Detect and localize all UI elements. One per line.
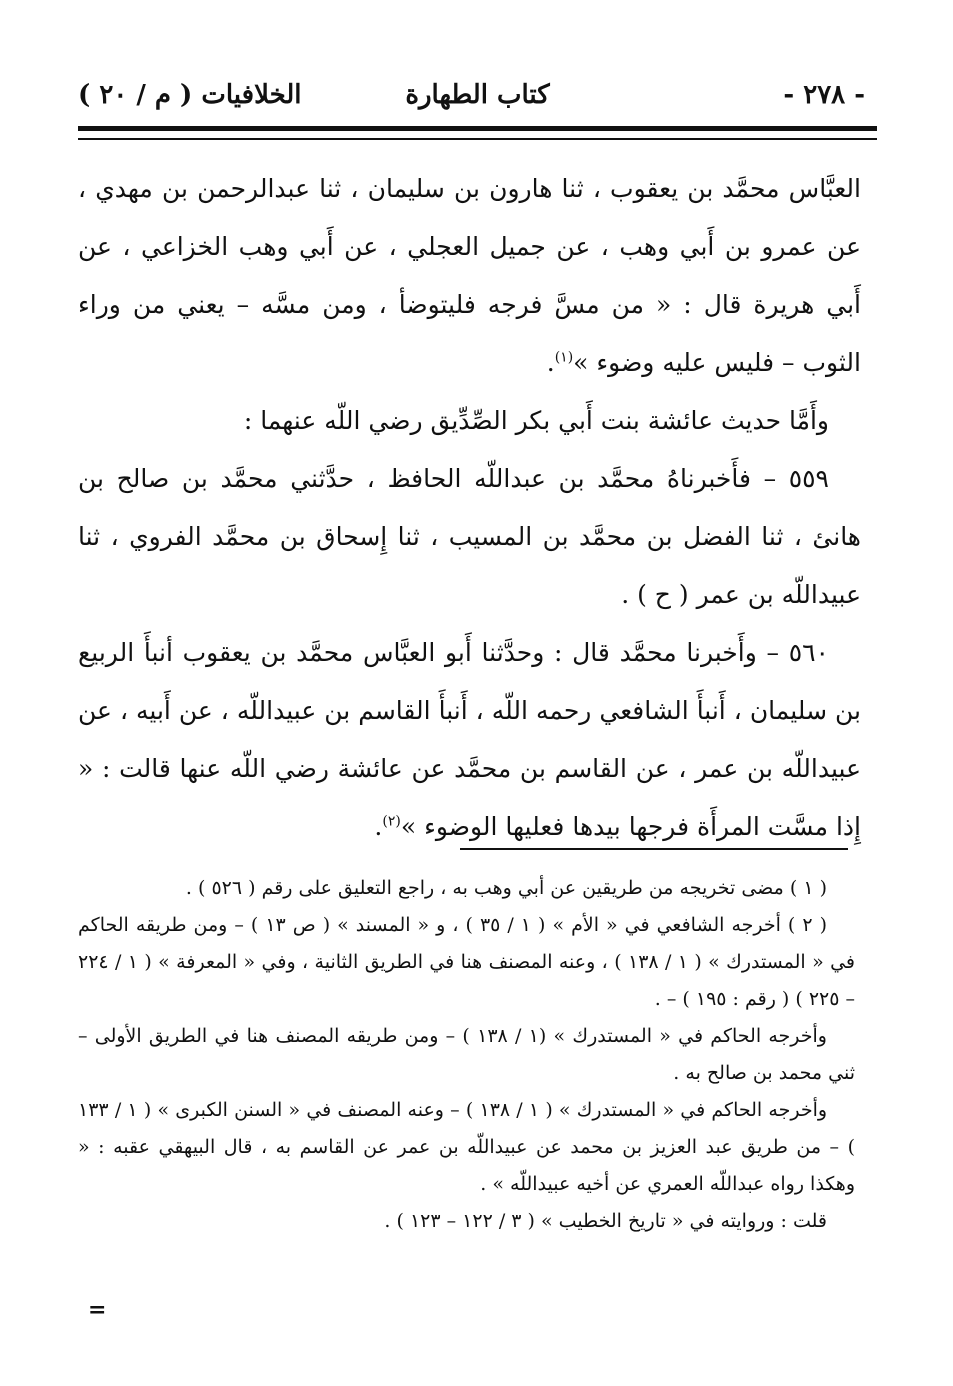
footnote-ref: (٢) bbox=[382, 813, 401, 830]
hadith-559: ٥٥٩ – فأَخبرناهُ محمَّد بن عبداللّه الحافظ ، حدَّثني محمَّد بن صالح بن هانئ ، ثنا الفضل بن محمَّد بن المسيب ، ثنا إِسحاق بن محمَّد الفروي ، ثنا عبيداللّه بن عمر ( ح ) . bbox=[78, 464, 861, 609]
footnote-1: ( ١ ) مضى تخريجه من طريقين عن أبي وهب به ، راجع التعليق على رقم ( ٥٢٦ ) . bbox=[185, 877, 827, 899]
book-title: كتاب الطهارة bbox=[405, 80, 550, 110]
paragraph: العبَّاس محمَّد بن يعقوب ، ثنا هارون بن سليمان ، ثنا عبدالرحمن بن مهدي ، عن عمرو بن أَبي وهب ، عن جميل العجلي ، عن أَبي وهب الخزاعي ، عن أَبي هريرة قال : « من مسَّ فرجه فليتوضأ ، ومن مسَّه – يعني من وراء الثوب – فليس عليه وضوء »$^{(١)}$. bbox=[78, 174, 861, 377]
paragraph: وأَمَّا حديث عائشة بنت أَبي بكر الصِّدِّيق رضي اللّه عنهما : bbox=[243, 406, 829, 435]
footnote-2-cont: قلت : وروايته في « تاريخ الخطيب » ( ٣ / ١٢٢ – ١٢٣ ) . bbox=[384, 1210, 827, 1232]
footnotes bbox=[78, 870, 855, 1240]
footnote-ref: (١) bbox=[554, 349, 574, 366]
continuation-mark: = bbox=[88, 1297, 107, 1323]
header-rule-thin bbox=[78, 138, 877, 140]
footnote-2-cont: وأخرجه الحاكم في « المستدرك » (١ / ١٣٨ ) – ومن طريقه المصنف هنا في الطريق الأولى – ثني محمد بن صالح به . bbox=[78, 1025, 855, 1084]
page-header bbox=[78, 72, 877, 124]
page-number: - ٢٧٨ - bbox=[783, 80, 865, 110]
footnote-2-cont: وأخرجه الحاكم في « المستدرك » ( ١ / ١٣٨ ) – وعنه المصنف في « السنن الكبرى » ( ١ / ١٣٣ ) – من طريق عبد العزيز بن محمد عن عبيداللّه بن عمر عن القاسم به ، قال البيهقي عقبه : « وهكذا رواه عبداللّه العمري عن أخيه عبيداللّه » . bbox=[78, 1099, 855, 1195]
main-text bbox=[78, 160, 861, 856]
footnote-separator bbox=[460, 848, 848, 850]
header-rule-thick bbox=[78, 126, 877, 131]
hadith-560: ٥٦٠ – وأَخبرنا محمَّد قال : وحدَّثنا أَبو العبَّاس محمَّد بن يعقوب أنبأَ الربيع بن سليمان ، أَنبأَ الشافعي رحمه اللّه ، أَنبأَ القاسم بن عبيداللّه ، عن أَبيه ، عن عبيداللّه بن عمر ، عن القاسم بن محمَّد عن عائشة رضي اللّه عنها قالت : « إِذا مسَّت المرأَة فرجها بيدها فعليها الوضوء »$^{(٢)}$. bbox=[78, 638, 861, 841]
footnote-2: ( ٢ ) أخرجه الشافعي في « الأم » ( ١ / ٣٥ ) ، و « المسند » ( ص ١٣ ) – ومن طريقه الحاكم في « المستدرك » ( ١ / ١٣٨ ) ، وعنه المصنف هنا في الطريق الثانية ، وفي « المعرفة » ( ١ / ٢٢٤ – ٢٢٥ ) ( رقم : ١٩٥ ) – . bbox=[78, 914, 856, 1010]
section-title: الخلافيات ( م / ٢٠ ) bbox=[78, 80, 302, 110]
